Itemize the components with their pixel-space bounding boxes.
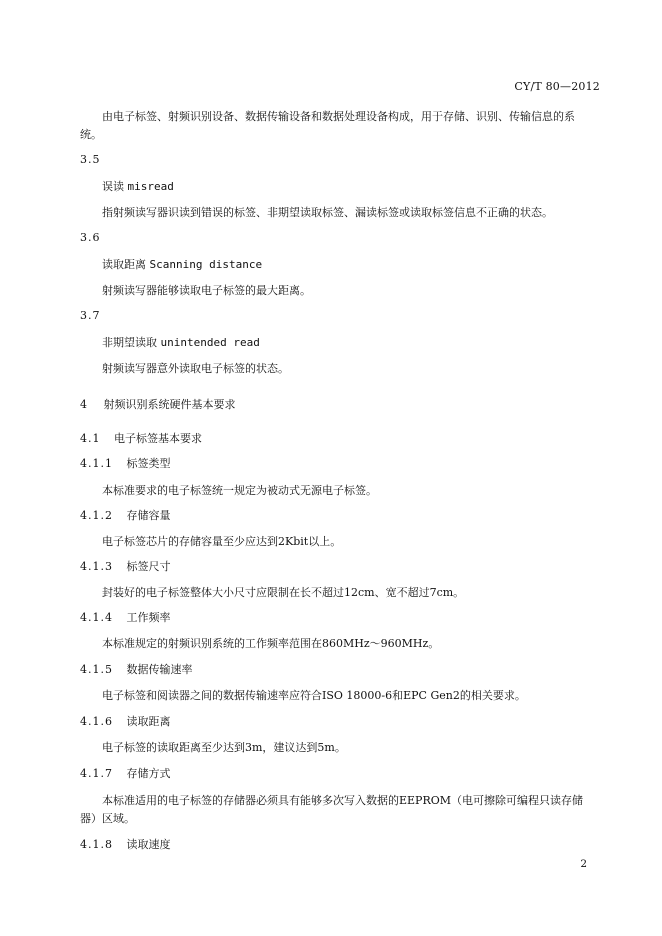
heading-title: 标签类型 (126, 457, 171, 470)
term-entry (102, 178, 174, 194)
paragraph: 由电子标签、射频识别设备、数据传输设备和数据处理设备构成，用于存储、识别、传输信息的系 (102, 110, 575, 123)
clause-number: 3.5 (80, 153, 101, 166)
term-definition: 指射频读写器识读到错误的标签、非期望读取标签、漏读标签或读取标签信息不正确的状态。 (102, 206, 553, 219)
term-chinese: 非期望读取 (102, 336, 157, 349)
heading-number: 4.1.1 (80, 457, 113, 470)
heading-title: 射频识别系统硬件基本要求 (103, 398, 236, 411)
paragraph: 本标准适用的电子标签的存储器必须具有能够多次写入数据的EEPROM（电可擦除可编程只读存储 (102, 794, 584, 807)
heading-number: 4.1.7 (80, 767, 113, 780)
chapter-heading (80, 396, 236, 412)
subsection-heading (80, 455, 171, 471)
paragraph: 电子标签和阅读器之间的数据传输速率应符合ISO 18000-6和EPC Gen2的相关要求。 (102, 689, 526, 702)
term-chinese: 误读 (102, 180, 124, 193)
page-number: 2 (580, 858, 587, 870)
paragraph-continuation: 统。 (80, 128, 102, 141)
heading-number: 4.1.6 (80, 715, 113, 728)
clause-number: 3.6 (80, 231, 101, 244)
heading-number: 4.1.8 (80, 838, 113, 851)
paragraph: 电子标签芯片的存储容量至少应达到2Kbit以上。 (102, 535, 342, 548)
heading-title: 存储容量 (126, 509, 171, 522)
subsection-heading (80, 609, 171, 625)
subsection-heading (80, 558, 171, 574)
subsection-heading (80, 765, 171, 781)
section-heading (80, 430, 202, 446)
term-chinese: 读取距离 (102, 258, 146, 271)
heading-title: 电子标签基本要求 (114, 432, 202, 445)
term-english: Scanning distance (149, 258, 263, 271)
heading-number: 4.1 (80, 432, 101, 445)
heading-number: 4.1.2 (80, 509, 113, 522)
heading-title: 读取速度 (126, 838, 171, 851)
clause-number: 3.7 (80, 309, 101, 322)
standard-code: CY/T 80—2012 (514, 80, 600, 93)
subsection-heading (80, 507, 171, 523)
heading-title: 标签尺寸 (126, 560, 171, 573)
term-english: unintended read (160, 336, 260, 349)
heading-number: 4.1.5 (80, 663, 113, 676)
subsection-heading (80, 661, 193, 677)
subsection-heading (80, 713, 171, 729)
heading-title: 工作频率 (126, 611, 171, 624)
subsection-heading (80, 836, 171, 852)
heading-number: 4 (80, 398, 88, 411)
paragraph: 电子标签的读取距离至少达到3m，建议达到5m。 (102, 741, 346, 754)
paragraph: 本标准规定的射频识别系统的工作频率范围在860MHz～960MHz。 (102, 637, 440, 650)
heading-title: 读取距离 (126, 715, 171, 728)
term-entry (102, 334, 260, 350)
heading-title: 存储方式 (126, 767, 171, 780)
paragraph: 本标准要求的电子标签统一规定为被动式无源电子标签。 (102, 484, 377, 497)
paragraph-continuation: 器）区域。 (80, 812, 135, 825)
term-english: misread (127, 180, 174, 193)
heading-title: 数据传输速率 (126, 663, 193, 676)
term-definition: 射频读写器意外读取电子标签的状态。 (102, 362, 289, 375)
heading-number: 4.1.3 (80, 560, 113, 573)
paragraph: 封装好的电子标签整体大小尺寸应限制在长不超过12cm、宽不超过7cm。 (102, 586, 465, 599)
term-definition: 射频读写器能够读取电子标签的最大距离。 (102, 284, 311, 297)
heading-number: 4.1.4 (80, 611, 113, 624)
term-entry (102, 256, 262, 272)
